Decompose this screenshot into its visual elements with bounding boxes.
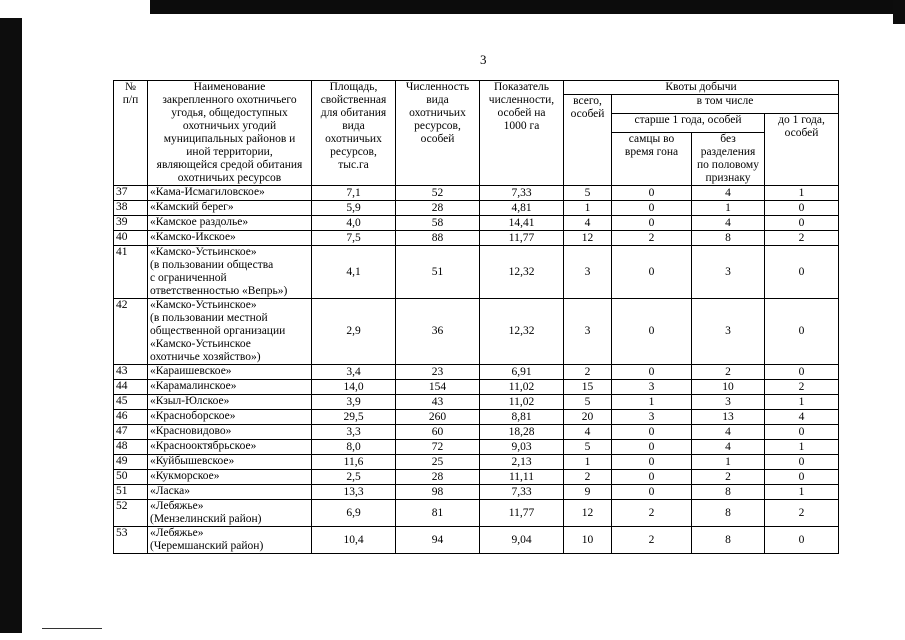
cell-males-rut: 1: [612, 395, 692, 410]
cell-total: 12: [564, 500, 612, 527]
header-under1: [765, 114, 839, 186]
header-area-line: вида: [342, 120, 365, 132]
cell-density: 18,28: [480, 425, 564, 440]
cell-num: 39: [114, 216, 148, 231]
scan-mark: [42, 628, 102, 629]
cell-name: [148, 500, 312, 527]
cell-population: 28: [396, 201, 480, 216]
cell-under1: 0: [765, 425, 839, 440]
cell-name: «Караишевское»: [148, 365, 312, 380]
header-name-line: закрепленного охотничьего: [162, 94, 297, 106]
page-number: 3: [480, 52, 487, 67]
cell-name-line: ответственностью «Вепрь»): [150, 285, 288, 297]
cell-under1: 0: [765, 299, 839, 365]
cell-name: «Кзыл-Юлское»: [148, 395, 312, 410]
cell-no-sex: 1: [692, 455, 765, 470]
cell-no-sex: 4: [692, 440, 765, 455]
cell-no-sex: 8: [692, 231, 765, 246]
cell-males-rut: 0: [612, 186, 692, 201]
cell-density: 11,02: [480, 380, 564, 395]
header-including: в том числе: [612, 95, 839, 114]
table-row: [114, 410, 839, 425]
cell-num: 45: [114, 395, 148, 410]
cell-num: 46: [114, 410, 148, 425]
cell-males-rut: 0: [612, 455, 692, 470]
cell-density: 8,81: [480, 410, 564, 425]
cell-area: 6,9: [312, 500, 396, 527]
header-name-line: угодья, общедоступных: [171, 107, 288, 119]
cell-density: 11,77: [480, 231, 564, 246]
cell-area: 2,5: [312, 470, 396, 485]
header-density: [480, 81, 564, 186]
scan-border-top: [150, 0, 905, 14]
cell-under1: 0: [765, 201, 839, 216]
header-area-line: Площадь,: [329, 81, 378, 93]
cell-name-line: (в пользовании общества: [150, 259, 274, 271]
cell-area: 3,3: [312, 425, 396, 440]
cell-males-rut: 0: [612, 299, 692, 365]
cell-total: 5: [564, 440, 612, 455]
header-no-sex-line: по половому: [697, 159, 759, 171]
table-row: [114, 485, 839, 500]
header-males-rut-line: время гона: [624, 146, 679, 158]
table-row: [114, 201, 839, 216]
cell-area: 14,0: [312, 380, 396, 395]
cell-under1: 2: [765, 380, 839, 395]
cell-total: 2: [564, 470, 612, 485]
cell-total: 15: [564, 380, 612, 395]
cell-no-sex: 3: [692, 246, 765, 299]
cell-total: 10: [564, 527, 612, 554]
cell-name-line: с ограниченной: [150, 272, 227, 284]
table-row: [114, 455, 839, 470]
header-males-rut: [612, 133, 692, 186]
table-row: [114, 216, 839, 231]
cell-no-sex: 13: [692, 410, 765, 425]
cell-name-line: (Мензелинский район): [150, 513, 262, 525]
cell-males-rut: 0: [612, 440, 692, 455]
cell-density: 7,33: [480, 186, 564, 201]
cell-name: «Кукморское»: [148, 470, 312, 485]
header-area-line: для обитания: [320, 107, 387, 119]
cell-name: «Ласка»: [148, 485, 312, 500]
cell-population: 72: [396, 440, 480, 455]
header-name-line: охотничьих угодий: [182, 120, 277, 132]
table-row: [114, 395, 839, 410]
cell-name-line: «Камско-Устьинское»: [150, 246, 257, 258]
cell-name-line: «Лебяжье»: [150, 527, 204, 539]
cell-num: 44: [114, 380, 148, 395]
cell-population: 25: [396, 455, 480, 470]
cell-males-rut: 2: [612, 231, 692, 246]
cell-num: 40: [114, 231, 148, 246]
header-name-line: являющейся средой обитания: [156, 159, 303, 171]
header-population-line: ресурсов,: [414, 120, 461, 132]
cell-population: 60: [396, 425, 480, 440]
cell-males-rut: 2: [612, 527, 692, 554]
header-population-line: особей: [420, 133, 455, 145]
cell-population: 36: [396, 299, 480, 365]
cell-males-rut: 0: [612, 365, 692, 380]
cell-area: 3,9: [312, 395, 396, 410]
header-density-line: 1000 га: [503, 120, 540, 132]
header-under1-line: особей: [784, 127, 819, 139]
cell-num: 52: [114, 500, 148, 527]
header-no-sex-line: без: [720, 133, 736, 145]
header-density-line: особей на: [497, 107, 546, 119]
cell-num: 41: [114, 246, 148, 299]
cell-males-rut: 2: [612, 500, 692, 527]
cell-num: 37: [114, 186, 148, 201]
cell-area: 29,5: [312, 410, 396, 425]
cell-num: 51: [114, 485, 148, 500]
cell-name-line: общественной организации: [150, 325, 286, 337]
header-quotas: Квоты добычи: [564, 81, 839, 95]
header-density-line: численности,: [488, 94, 555, 106]
cell-population: 58: [396, 216, 480, 231]
table-row: [114, 470, 839, 485]
cell-population: 28: [396, 470, 480, 485]
cell-under1: 0: [765, 365, 839, 380]
cell-density: 12,32: [480, 299, 564, 365]
header-name-line: охотничьих ресурсов: [177, 172, 282, 184]
cell-name: [148, 527, 312, 554]
cell-under1: 1: [765, 395, 839, 410]
cell-name-line: «Лебяжье»: [150, 500, 204, 512]
cell-total: 9: [564, 485, 612, 500]
header-area: [312, 81, 396, 186]
cell-no-sex: 4: [692, 425, 765, 440]
cell-males-rut: 0: [612, 470, 692, 485]
cell-total: 2: [564, 365, 612, 380]
cell-num: 49: [114, 455, 148, 470]
cell-males-rut: 0: [612, 425, 692, 440]
header-no-sex-line: признаку: [705, 172, 751, 184]
cell-population: 94: [396, 527, 480, 554]
cell-under1: 0: [765, 246, 839, 299]
cell-no-sex: 8: [692, 527, 765, 554]
scan-border-right: [893, 0, 905, 24]
cell-no-sex: 4: [692, 186, 765, 201]
cell-name: «Красновидово»: [148, 425, 312, 440]
cell-under1: 1: [765, 440, 839, 455]
header-population-line: Численность: [405, 81, 470, 93]
header-population-line: вида: [426, 94, 449, 106]
header-total: [564, 95, 612, 186]
cell-under1: 2: [765, 231, 839, 246]
cell-area: 4,0: [312, 216, 396, 231]
cell-population: 43: [396, 395, 480, 410]
header-under1-line: до 1 года,: [778, 114, 825, 126]
cell-density: 9,04: [480, 527, 564, 554]
cell-under1: 1: [765, 186, 839, 201]
cell-under1: 0: [765, 455, 839, 470]
cell-density: 11,11: [480, 470, 564, 485]
cell-area: 10,4: [312, 527, 396, 554]
cell-area: 13,3: [312, 485, 396, 500]
header-num-line: п/п: [122, 94, 139, 106]
header-name-line: иной территории,: [186, 146, 273, 158]
table-row: [114, 299, 839, 365]
cell-num: 47: [114, 425, 148, 440]
cell-males-rut: 0: [612, 485, 692, 500]
table-body: [114, 186, 839, 554]
cell-under1: 4: [765, 410, 839, 425]
cell-population: 52: [396, 186, 480, 201]
cell-no-sex: 2: [692, 365, 765, 380]
header-name-line: Наименование: [193, 81, 266, 93]
cell-num: 43: [114, 365, 148, 380]
cell-area: 8,0: [312, 440, 396, 455]
cell-name: «Камский берег»: [148, 201, 312, 216]
table-row: [114, 500, 839, 527]
cell-name-line: «Камско-Устьинское»: [150, 299, 257, 311]
header-total-line: всего,: [573, 95, 602, 107]
header-density-line: Показатель: [493, 81, 550, 93]
cell-population: 81: [396, 500, 480, 527]
cell-num: 53: [114, 527, 148, 554]
cell-population: 51: [396, 246, 480, 299]
cell-name-line: (в пользовании местной: [150, 312, 268, 324]
cell-total: 3: [564, 246, 612, 299]
cell-name: [148, 299, 312, 365]
cell-total: 5: [564, 186, 612, 201]
header-area-line: ресурсов,: [330, 146, 377, 158]
table-row: [114, 365, 839, 380]
cell-total: 5: [564, 395, 612, 410]
cell-under1: 0: [765, 216, 839, 231]
cell-area: 11,6: [312, 455, 396, 470]
cell-no-sex: 8: [692, 500, 765, 527]
header-area-line: свойственная: [320, 94, 387, 106]
cell-num: 42: [114, 299, 148, 365]
cell-population: 88: [396, 231, 480, 246]
cell-name: «Куйбышевское»: [148, 455, 312, 470]
cell-total: 4: [564, 425, 612, 440]
cell-density: 6,91: [480, 365, 564, 380]
cell-no-sex: 10: [692, 380, 765, 395]
table-row: [114, 380, 839, 395]
table-row: [114, 527, 839, 554]
header-area-line: тыс.га: [338, 159, 369, 171]
cell-no-sex: 2: [692, 470, 765, 485]
cell-name: «Камское раздолье»: [148, 216, 312, 231]
header-num: [114, 81, 148, 186]
cell-name: «Камско-Икское»: [148, 231, 312, 246]
cell-males-rut: 3: [612, 380, 692, 395]
header-population: [396, 81, 480, 186]
cell-population: 98: [396, 485, 480, 500]
cell-total: 3: [564, 299, 612, 365]
cell-density: 11,02: [480, 395, 564, 410]
header-total-line: особей: [570, 108, 605, 120]
cell-no-sex: 4: [692, 216, 765, 231]
header-name: [148, 81, 312, 186]
header-no-sex-line: разделения: [700, 146, 756, 158]
cell-population: 260: [396, 410, 480, 425]
cell-name: «Карамалинское»: [148, 380, 312, 395]
cell-population: 23: [396, 365, 480, 380]
header-area-line: охотничьих: [325, 133, 382, 145]
cell-population: 154: [396, 380, 480, 395]
cell-under1: 0: [765, 470, 839, 485]
header-older: старше 1 года, особей: [612, 114, 765, 133]
cell-under1: 2: [765, 500, 839, 527]
table-row: [114, 246, 839, 299]
cell-density: 9,03: [480, 440, 564, 455]
cell-area: 7,5: [312, 231, 396, 246]
cell-density: 11,77: [480, 500, 564, 527]
cell-under1: 0: [765, 527, 839, 554]
cell-density: 2,13: [480, 455, 564, 470]
cell-area: 4,1: [312, 246, 396, 299]
header-males-rut-line: самцы во: [628, 133, 675, 145]
cell-density: 4,81: [480, 201, 564, 216]
cell-density: 12,32: [480, 246, 564, 299]
cell-num: 50: [114, 470, 148, 485]
cell-num: 38: [114, 201, 148, 216]
table-row: [114, 186, 839, 201]
table-row: [114, 440, 839, 455]
cell-name-line: «Камско-Устьинское: [150, 338, 251, 350]
header-no-sex: [692, 133, 765, 186]
cell-total: 4: [564, 216, 612, 231]
cell-total: 20: [564, 410, 612, 425]
cell-under1: 1: [765, 485, 839, 500]
cell-total: 12: [564, 231, 612, 246]
cell-area: 3,4: [312, 365, 396, 380]
cell-name-line: охотничье хозяйство»): [150, 351, 261, 363]
cell-name-line: (Черемшанский район): [150, 540, 264, 552]
cell-no-sex: 8: [692, 485, 765, 500]
cell-name: «Красноборское»: [148, 410, 312, 425]
cell-density: 14,41: [480, 216, 564, 231]
cell-area: 2,9: [312, 299, 396, 365]
cell-name: [148, 246, 312, 299]
quota-table: [113, 80, 839, 554]
header-num-line: №: [125, 81, 136, 93]
cell-no-sex: 1: [692, 201, 765, 216]
header-population-line: охотничьих: [409, 107, 466, 119]
cell-num: 48: [114, 440, 148, 455]
cell-males-rut: 0: [612, 201, 692, 216]
cell-density: 7,33: [480, 485, 564, 500]
cell-no-sex: 3: [692, 395, 765, 410]
cell-name: «Кама-Исмагиловское»: [148, 186, 312, 201]
cell-name: «Краснооктябрьское»: [148, 440, 312, 455]
cell-total: 1: [564, 201, 612, 216]
scan-border-left: [0, 18, 22, 633]
cell-males-rut: 3: [612, 410, 692, 425]
cell-no-sex: 3: [692, 299, 765, 365]
table-row: [114, 231, 839, 246]
cell-males-rut: 0: [612, 246, 692, 299]
cell-total: 1: [564, 455, 612, 470]
table-row: [114, 425, 839, 440]
cell-area: 5,9: [312, 201, 396, 216]
header-name-line: муниципальных районов и: [163, 133, 296, 145]
cell-males-rut: 0: [612, 216, 692, 231]
cell-area: 7,1: [312, 186, 396, 201]
